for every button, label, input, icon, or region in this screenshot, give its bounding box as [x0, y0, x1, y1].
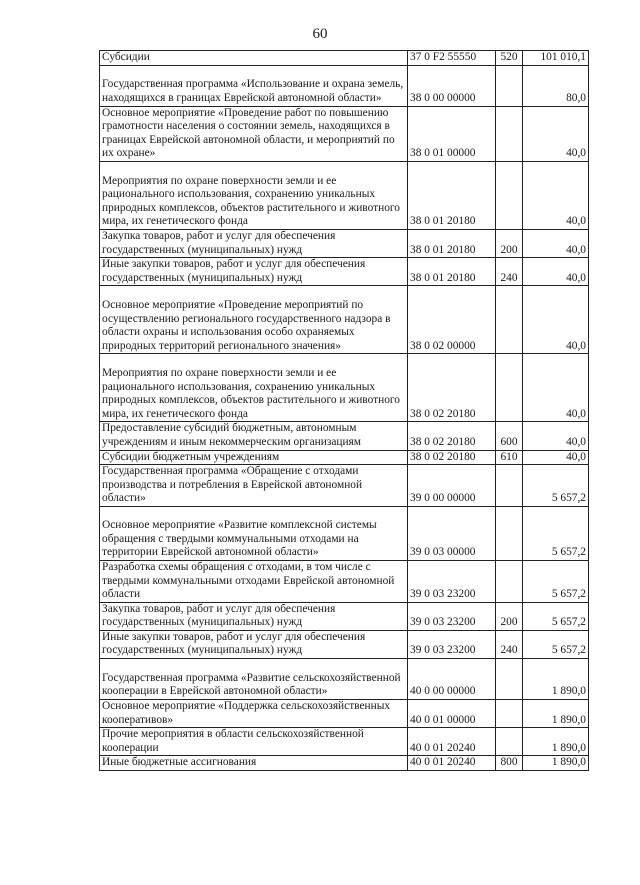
row-code-cell: 38 0 02 00000 — [408, 286, 496, 354]
row-vr-cell — [496, 659, 523, 700]
table-row — [100, 258, 589, 286]
row-name-cell: Иные бюджетные ассигнования — [100, 756, 408, 771]
row-name-cell: Разработка схемы обращения с отходами, в том числе с твердыми коммунальными отходами Еврейской автономной области — [100, 560, 408, 602]
row-vr-cell — [496, 700, 523, 728]
row-name-cell: Государственная программа «Использование и охрана земель, находящихся в границах Еврейской автономной области» — [100, 65, 408, 106]
table-row — [100, 465, 589, 507]
row-name-cell: Иные закупки товаров, работ и услуг для обеспечения государственных (муниципальных) нужд — [100, 630, 408, 658]
row-name-cell: Государственная программа «Обращение с отходами производства и потребления в Еврейской автономной области» — [100, 465, 408, 507]
table-row — [100, 756, 589, 771]
row-name-cell: Основное мероприятие «Проведение работ по повышению грамотности населения о состоянии земель, находящихся в границах Еврейской автономной области, и мероприятий по их охране» — [100, 106, 408, 161]
row-vr-cell: 520 — [496, 51, 523, 66]
row-amount-cell: 40,0 — [523, 286, 589, 354]
table-row — [100, 506, 589, 560]
row-name-cell: Основное мероприятие «Поддержка сельскохозяйственных кооперативов» — [100, 700, 408, 728]
table-row — [100, 65, 589, 106]
row-amount-cell: 1 890,0 — [523, 659, 589, 700]
row-vr-cell: 200 — [496, 602, 523, 630]
row-amount-cell: 5 657,2 — [523, 630, 589, 658]
row-code-cell: 38 0 01 20180 — [408, 258, 496, 286]
row-amount-cell: 40,0 — [523, 422, 589, 450]
table-row — [100, 602, 589, 630]
row-amount-cell: 5 657,2 — [523, 506, 589, 560]
row-name-cell: Мероприятия по охране поверхности земли и ее рационального использования, сохранению уникальных природных комплексов, объектов растительного и животного мира, их генетического фонда — [100, 161, 408, 229]
row-vr-cell — [496, 728, 523, 756]
row-vr-cell — [496, 286, 523, 354]
table-row — [100, 106, 589, 161]
row-code-cell: 37 0 F2 55550 — [408, 51, 496, 66]
row-amount-cell: 40,0 — [523, 106, 589, 161]
row-name-cell: Иные закупки товаров, работ и услуг для обеспечения государственных (муниципальных) нужд — [100, 258, 408, 286]
row-name-cell: Основное мероприятие «Развитие комплексной системы обращения с твердыми коммунальными отходами на территории Еврейской автономной области» — [100, 506, 408, 560]
table-row — [100, 659, 589, 700]
row-code-cell: 38 0 02 20180 — [408, 422, 496, 450]
table-row — [100, 450, 589, 465]
row-code-cell: 40 0 01 00000 — [408, 700, 496, 728]
row-code-cell: 38 0 01 00000 — [408, 106, 496, 161]
row-amount-cell: 1 890,0 — [523, 700, 589, 728]
row-name-cell: Основное мероприятие «Проведение мероприятий по осуществлению регионального государственного надзора в области охраны и использования особо охраняемых природных территорий регионального значения» — [100, 286, 408, 354]
row-name-cell: Субсидии бюджетным учреждениям — [100, 450, 408, 465]
row-vr-cell — [496, 354, 523, 422]
row-code-cell: 40 0 01 20240 — [408, 756, 496, 771]
row-code-cell: 39 0 03 23200 — [408, 630, 496, 658]
row-name-cell: Государственная программа «Развитие сельскохозяйственной кооперации в Еврейской автономной области» — [100, 659, 408, 700]
row-vr-cell: 800 — [496, 756, 523, 771]
row-vr-cell — [496, 560, 523, 602]
table-row — [100, 354, 589, 422]
table-row — [100, 560, 589, 602]
row-name-cell: Мероприятия по охране поверхности земли и ее рационального использования, сохранению уникальных природных комплексов, объектов растительного и животного мира, их генетического фонда — [100, 354, 408, 422]
table-row — [100, 630, 589, 658]
row-amount-cell: 40,0 — [523, 258, 589, 286]
row-vr-cell: 200 — [496, 229, 523, 257]
row-amount-cell: 1 890,0 — [523, 728, 589, 756]
row-amount-cell: 5 657,2 — [523, 560, 589, 602]
row-name-cell: Субсидии — [100, 51, 408, 66]
row-amount-cell: 40,0 — [523, 450, 589, 465]
row-code-cell: 40 0 01 20240 — [408, 728, 496, 756]
row-vr-cell: 240 — [496, 630, 523, 658]
table-row — [100, 422, 589, 450]
row-amount-cell: 40,0 — [523, 161, 589, 229]
table-row — [100, 728, 589, 756]
row-amount-cell: 80,0 — [523, 65, 589, 106]
row-amount-cell: 101 010,1 — [523, 51, 589, 66]
row-code-cell: 39 0 03 23200 — [408, 560, 496, 602]
table-row — [100, 286, 589, 354]
row-vr-cell — [496, 506, 523, 560]
row-code-cell: 40 0 00 00000 — [408, 659, 496, 700]
table-row — [100, 700, 589, 728]
row-code-cell: 39 0 03 00000 — [408, 506, 496, 560]
row-code-cell: 38 0 02 20180 — [408, 354, 496, 422]
table-row — [100, 51, 589, 66]
row-name-cell: Прочие мероприятия в области сельскохозяйственной кооперации — [100, 728, 408, 756]
row-vr-cell: 240 — [496, 258, 523, 286]
row-code-cell: 38 0 01 20180 — [408, 161, 496, 229]
budget-table — [99, 50, 589, 771]
row-vr-cell — [496, 65, 523, 106]
table-row — [100, 229, 589, 257]
row-amount-cell: 40,0 — [523, 354, 589, 422]
row-name-cell: Закупка товаров, работ и услуг для обеспечения государственных (муниципальных) нужд — [100, 229, 408, 257]
row-code-cell: 38 0 01 20180 — [408, 229, 496, 257]
row-name-cell: Закупка товаров, работ и услуг для обеспечения государственных (муниципальных) нужд — [100, 602, 408, 630]
row-vr-cell — [496, 161, 523, 229]
row-vr-cell — [496, 465, 523, 507]
row-vr-cell — [496, 106, 523, 161]
row-code-cell: 39 0 03 23200 — [408, 602, 496, 630]
row-vr-cell: 600 — [496, 422, 523, 450]
row-name-cell: Предоставление субсидий бюджетным, автономным учреждениям и иным некоммерческим организациям — [100, 422, 408, 450]
budget-table-body — [100, 51, 589, 771]
page-number: 60 — [312, 26, 328, 42]
row-vr-cell: 610 — [496, 450, 523, 465]
row-code-cell: 39 0 00 00000 — [408, 465, 496, 507]
row-amount-cell: 1 890,0 — [523, 756, 589, 771]
row-amount-cell: 5 657,2 — [523, 465, 589, 507]
row-amount-cell: 5 657,2 — [523, 602, 589, 630]
table-row — [100, 161, 589, 229]
row-code-cell: 38 0 02 20180 — [408, 450, 496, 465]
row-amount-cell: 40,0 — [523, 229, 589, 257]
row-code-cell: 38 0 00 00000 — [408, 65, 496, 106]
